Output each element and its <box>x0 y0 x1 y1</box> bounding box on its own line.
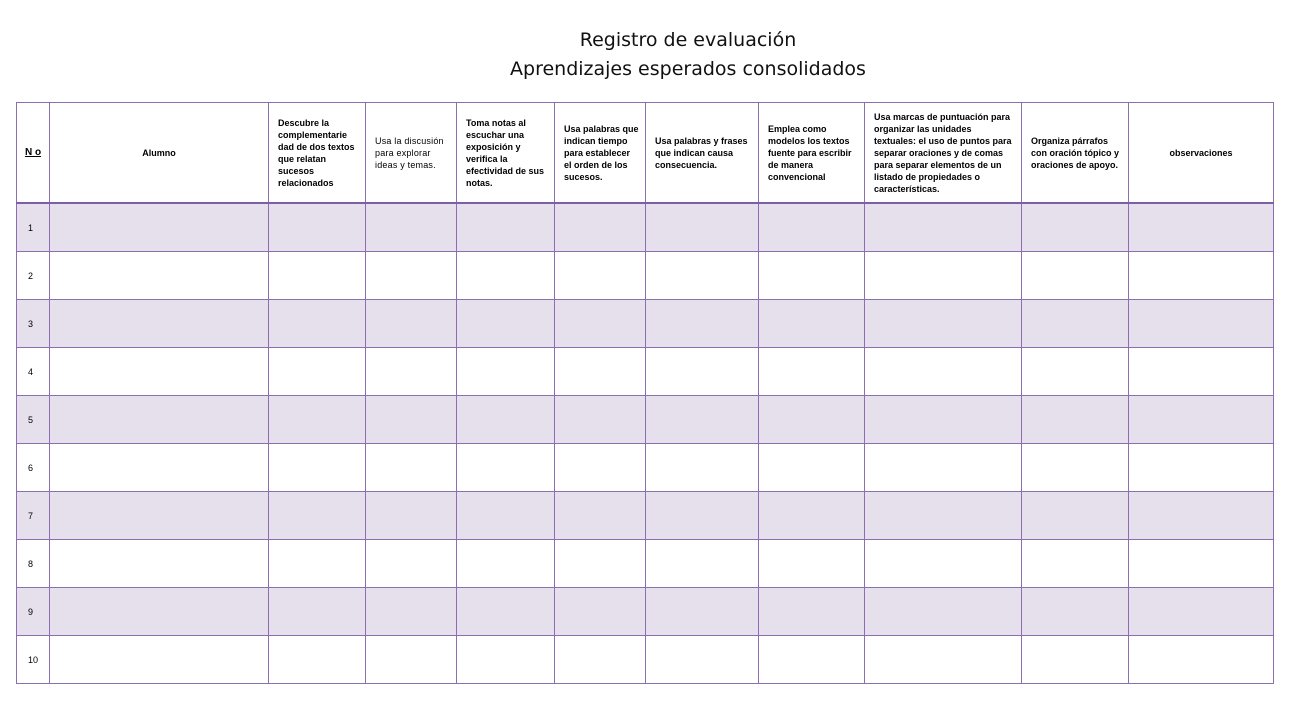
table-cell[interactable] <box>865 300 1022 348</box>
header-criterion-3: Toma notas al escuchar una exposición y verifica la efectividad de sus notas. <box>457 103 555 204</box>
table-cell[interactable] <box>759 252 865 300</box>
table-cell[interactable] <box>457 396 555 444</box>
table-cell[interactable] <box>759 636 865 684</box>
table-row <box>17 203 1274 252</box>
table-cell[interactable] <box>1022 300 1129 348</box>
table-cell[interactable] <box>865 492 1022 540</box>
table-cell[interactable] <box>759 444 865 492</box>
table-cell[interactable] <box>555 540 646 588</box>
header-criterion-8: Organiza párrafos con oración tópico y oraciones de apoyo. <box>1022 103 1129 204</box>
table-cell[interactable] <box>1129 252 1274 300</box>
table-cell[interactable] <box>366 252 457 300</box>
table-cell[interactable] <box>269 348 366 396</box>
table-cell[interactable] <box>457 636 555 684</box>
table-cell[interactable] <box>269 300 366 348</box>
table-cell[interactable] <box>1022 252 1129 300</box>
table-cell[interactable] <box>555 588 646 636</box>
table-cell[interactable] <box>759 540 865 588</box>
header-observaciones: observaciones <box>1129 103 1274 204</box>
table-cell[interactable] <box>1022 636 1129 684</box>
row-number: 7 <box>17 492 50 540</box>
table-cell[interactable] <box>646 540 759 588</box>
table-cell[interactable] <box>759 492 865 540</box>
table-cell[interactable] <box>865 636 1022 684</box>
header-alumno: Alumno <box>50 103 269 204</box>
table-cell[interactable] <box>366 300 457 348</box>
table-cell[interactable] <box>366 444 457 492</box>
table-cell[interactable] <box>1022 588 1129 636</box>
header-criterion-1: Descubre la complementarie dad de dos textos que relatan sucesos relacionados <box>269 103 366 204</box>
table-cell[interactable] <box>50 636 269 684</box>
table-cell[interactable] <box>50 492 269 540</box>
table-cell[interactable] <box>269 444 366 492</box>
table-cell[interactable] <box>269 636 366 684</box>
table-cell[interactable] <box>1022 540 1129 588</box>
table-cell[interactable] <box>759 203 865 252</box>
table-cell[interactable] <box>555 203 646 252</box>
table-row <box>17 396 1274 444</box>
row-number: 8 <box>17 540 50 588</box>
table-cell[interactable] <box>1022 396 1129 444</box>
table-cell[interactable] <box>865 540 1022 588</box>
table-cell[interactable] <box>646 348 759 396</box>
page-title: Registro de evaluación <box>579 29 797 51</box>
table-cell[interactable] <box>269 252 366 300</box>
table-cell[interactable] <box>555 252 646 300</box>
table-cell[interactable] <box>646 396 759 444</box>
table-cell[interactable] <box>457 492 555 540</box>
row-number: 10 <box>17 636 50 684</box>
table-row <box>17 348 1274 396</box>
table-cell[interactable] <box>366 396 457 444</box>
table-cell[interactable] <box>457 540 555 588</box>
table-cell[interactable] <box>865 444 1022 492</box>
table-cell[interactable] <box>759 588 865 636</box>
table-cell[interactable] <box>457 588 555 636</box>
table-cell[interactable] <box>50 203 269 252</box>
table-cell[interactable] <box>50 540 269 588</box>
table-row <box>17 252 1274 300</box>
table-cell[interactable] <box>1129 444 1274 492</box>
row-number: 9 <box>17 588 50 636</box>
table-cell[interactable] <box>555 492 646 540</box>
header-criterion-2: Usa la discusión para explorar ideas y temas. <box>366 103 457 204</box>
table-cell[interactable] <box>1129 348 1274 396</box>
row-number: 1 <box>17 203 50 252</box>
table-cell[interactable] <box>1129 396 1274 444</box>
row-number: 3 <box>17 300 50 348</box>
table-cell[interactable] <box>269 588 366 636</box>
header-criterion-4: Usa palabras que indican tiempo para establecer el orden de los sucesos. <box>555 103 646 204</box>
table-cell[interactable] <box>50 396 269 444</box>
row-number: 5 <box>17 396 50 444</box>
table-row <box>17 540 1274 588</box>
header-criterion-5: Usa palabras y frases que indican causa consecuencia. <box>646 103 759 204</box>
table-cell[interactable] <box>865 396 1022 444</box>
header-row <box>17 103 1274 204</box>
table-cell[interactable] <box>457 348 555 396</box>
table-cell[interactable] <box>1129 300 1274 348</box>
table-cell[interactable] <box>366 492 457 540</box>
table-cell[interactable] <box>1129 636 1274 684</box>
table-cell[interactable] <box>646 444 759 492</box>
table-cell[interactable] <box>366 540 457 588</box>
table-cell[interactable] <box>50 348 269 396</box>
row-number: 4 <box>17 348 50 396</box>
table-cell[interactable] <box>646 636 759 684</box>
table-cell[interactable] <box>269 203 366 252</box>
table-cell[interactable] <box>759 348 865 396</box>
table-cell[interactable] <box>646 588 759 636</box>
evaluation-table <box>16 102 1274 684</box>
table-cell[interactable] <box>1129 540 1274 588</box>
table-cell[interactable] <box>555 444 646 492</box>
row-number: 2 <box>17 252 50 300</box>
table-cell[interactable] <box>555 348 646 396</box>
table-cell[interactable] <box>555 396 646 444</box>
table-cell[interactable] <box>555 300 646 348</box>
row-number: 6 <box>17 444 50 492</box>
table-cell[interactable] <box>1022 444 1129 492</box>
table-row <box>17 444 1274 492</box>
table-row <box>17 300 1274 348</box>
table-row <box>17 636 1274 684</box>
title-block <box>0 26 1304 84</box>
table-cell[interactable] <box>50 252 269 300</box>
table-cell[interactable] <box>646 203 759 252</box>
table-cell[interactable] <box>50 300 269 348</box>
header-number-label: N o <box>24 147 42 158</box>
table-cell[interactable] <box>366 636 457 684</box>
table-cell[interactable] <box>366 588 457 636</box>
table-body <box>17 203 1274 684</box>
header-number <box>17 103 50 204</box>
table-cell[interactable] <box>646 300 759 348</box>
table-cell[interactable] <box>646 492 759 540</box>
table-cell[interactable] <box>50 444 269 492</box>
table-cell[interactable] <box>555 636 646 684</box>
table-cell[interactable] <box>865 348 1022 396</box>
table-cell[interactable] <box>865 203 1022 252</box>
table-row <box>17 588 1274 636</box>
table-cell[interactable] <box>457 444 555 492</box>
table-cell[interactable] <box>50 588 269 636</box>
table-cell[interactable] <box>865 588 1022 636</box>
table-cell[interactable] <box>457 203 555 252</box>
table-cell[interactable] <box>865 252 1022 300</box>
table-cell[interactable] <box>1129 203 1274 252</box>
table-cell[interactable] <box>759 396 865 444</box>
table-cell[interactable] <box>1129 492 1274 540</box>
table-cell[interactable] <box>646 252 759 300</box>
table-row <box>17 492 1274 540</box>
table-cell[interactable] <box>366 348 457 396</box>
header-criterion-6: Emplea como modelos los textos fuente para escribir de manera convencional <box>759 103 865 204</box>
table-cell[interactable] <box>457 300 555 348</box>
table-cell[interactable] <box>366 203 457 252</box>
page-subtitle: Aprendizajes esperados consolidados <box>510 58 866 80</box>
table-cell[interactable] <box>269 540 366 588</box>
table-cell[interactable] <box>1022 203 1129 252</box>
table-cell[interactable] <box>269 492 366 540</box>
table-cell[interactable] <box>1022 492 1129 540</box>
header-criterion-7: Usa marcas de puntuación para organizar las unidades textuales: el uso de puntos para separar oraciones y de comas para separar elementos de un listado de propiedades o características. <box>865 103 1022 204</box>
table-cell[interactable] <box>759 300 865 348</box>
table-cell[interactable] <box>457 252 555 300</box>
table-cell[interactable] <box>1022 348 1129 396</box>
table-cell[interactable] <box>1129 588 1274 636</box>
table-cell[interactable] <box>269 396 366 444</box>
